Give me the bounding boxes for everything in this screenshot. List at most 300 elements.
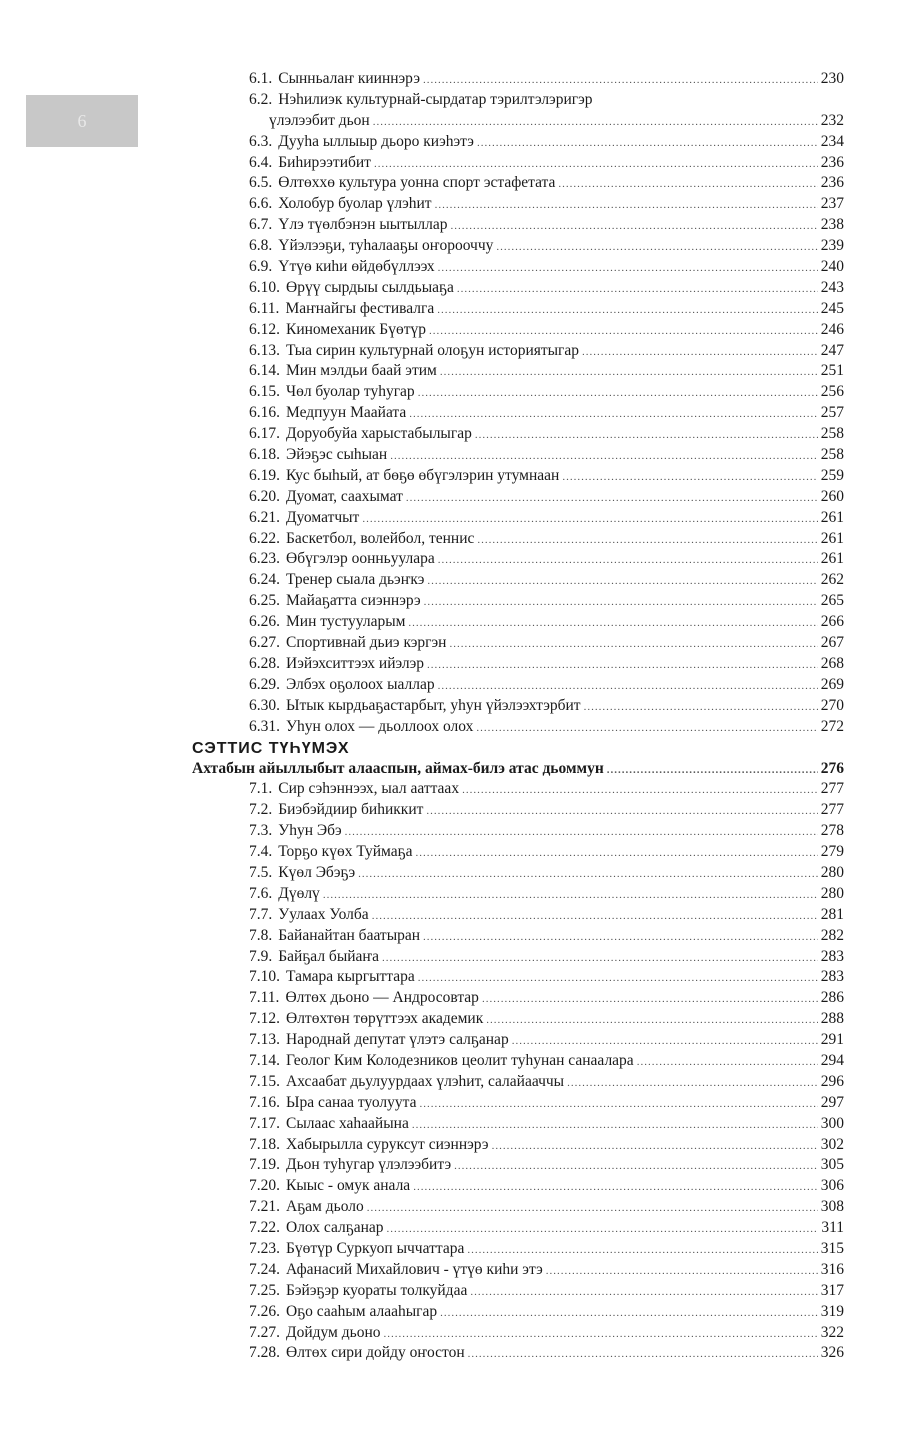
entry-title: Бүөтүр Суркуоп ыччаттара	[286, 1239, 465, 1257]
entry-title: Тыа сирин культурнай олоҕун историятыгар	[286, 341, 580, 359]
entry-page: 258	[820, 425, 844, 443]
entry-page: 297	[820, 1093, 844, 1111]
entry-page: 296	[820, 1072, 844, 1090]
entry-number: 6.27.	[249, 634, 280, 652]
entry-page: 261	[820, 508, 844, 526]
entry-page: 294	[820, 1051, 844, 1069]
entry-page: 266	[820, 613, 844, 631]
entry-number: 7.11.	[249, 989, 280, 1007]
entry-title: Маҥнайгы фестивалга	[285, 299, 435, 317]
entry-page: 230	[820, 70, 844, 87]
toc-entry	[192, 529, 844, 550]
entry-page: 258	[820, 446, 844, 464]
dot-leader	[476, 718, 817, 739]
toc-entry	[192, 382, 844, 403]
entry-title: Афанасий Михайлович - үтүө киһи этэ	[286, 1260, 543, 1278]
entry-title: Мин мэлдьи баай этим	[286, 362, 437, 380]
entry-title: Тамара кыргыттара	[286, 968, 415, 986]
entry-page: 238	[820, 216, 844, 234]
dot-leader	[582, 342, 818, 363]
toc-entry	[192, 1197, 844, 1218]
entry-number: 6.25.	[249, 592, 280, 610]
entry-page: 319	[820, 1302, 844, 1320]
toc-entry	[192, 1135, 844, 1156]
dot-leader	[467, 1240, 817, 1261]
dot-leader	[470, 1282, 817, 1303]
entry-page: 243	[820, 278, 844, 296]
entry-number: 6.28.	[249, 654, 280, 672]
entry-number: 6.12.	[249, 320, 280, 338]
entry-number: 7.4.	[249, 843, 273, 861]
dot-leader	[426, 801, 817, 822]
toc-entry	[192, 696, 844, 717]
entry-number: 7.18.	[249, 1135, 280, 1153]
entry-number: 7.2.	[249, 801, 273, 819]
dot-leader	[358, 864, 818, 885]
entry-title: Холобур буолар үлэһит	[278, 195, 432, 213]
entry-number: 7.27.	[249, 1323, 280, 1341]
toc-entry	[192, 654, 844, 675]
entry-number: 7.17.	[249, 1114, 280, 1132]
dot-leader	[438, 258, 818, 279]
entry-number: 7.15.	[249, 1072, 280, 1090]
entry-number: 7.8.	[249, 926, 273, 944]
toc-entry	[192, 1343, 844, 1364]
entry-title: үлэлээбит дьон	[269, 111, 370, 129]
entry-number: 7.21.	[249, 1198, 280, 1216]
entry-title: Сылаас хаһаайына	[286, 1114, 409, 1132]
entry-title: Дүөлү	[278, 884, 320, 902]
toc-entry	[192, 69, 844, 90]
entry-title: Доруобуйа харыстабылыгар	[286, 425, 472, 443]
entry-page: 305	[820, 1156, 844, 1174]
toc-entry	[192, 926, 844, 947]
entry-title: Ыра санаа туолуута	[286, 1093, 417, 1111]
entry-page: 288	[820, 1010, 844, 1028]
dot-leader	[418, 383, 818, 404]
toc-entry	[192, 424, 844, 445]
entry-number: 6.14.	[249, 362, 280, 380]
dot-leader	[440, 362, 818, 383]
entry-title: Сир сэһэннээх, ыал ааттаах	[278, 780, 460, 798]
toc-entry	[192, 1072, 844, 1093]
dot-leader	[345, 822, 818, 843]
entry-number: 7.24.	[249, 1260, 280, 1278]
entry-title: Уһун Эбэ	[278, 822, 342, 840]
toc-entry	[192, 445, 844, 466]
toc-entry	[192, 800, 844, 821]
entry-page: 277	[820, 801, 844, 819]
entry-title: Кыыс - омук анала	[286, 1177, 411, 1195]
entry-title: Сынньалаҥ кииннэрэ	[278, 70, 420, 87]
entry-number: 6.23.	[249, 550, 280, 568]
entry-title: Уһун олох — дьоллоох олох	[286, 717, 474, 735]
dot-leader	[427, 655, 818, 676]
entry-number: 6.8.	[249, 237, 273, 255]
entry-title: Үтүө киһи өйдөбүллээх	[278, 258, 435, 276]
toc-entry	[192, 1030, 844, 1051]
entry-title: Дуоматчыт	[286, 508, 360, 526]
entry-page: 236	[820, 153, 844, 171]
toc-entry	[192, 236, 844, 257]
dot-leader	[382, 948, 818, 969]
entry-number: 6.17.	[249, 425, 280, 443]
entry-title: Бэйэҕэр куораты толкуйдаа	[286, 1281, 468, 1299]
dot-leader	[412, 1115, 818, 1136]
toc-entry	[192, 947, 844, 968]
toc-entry	[192, 320, 844, 341]
dot-leader	[496, 237, 817, 258]
entry-title: Дьон туһугар үлэлээбитэ	[286, 1156, 452, 1174]
dot-leader	[451, 216, 818, 237]
toc-entry	[192, 1239, 844, 1260]
toc-entry	[192, 403, 844, 424]
entry-number: 6.1.	[249, 70, 273, 87]
entry-page: 262	[820, 571, 844, 589]
toc-entry	[192, 153, 844, 174]
entry-page: 267	[820, 634, 844, 652]
dot-leader	[438, 676, 818, 697]
dot-leader	[374, 154, 818, 175]
dot-leader	[437, 300, 818, 321]
dot-leader	[419, 1094, 817, 1115]
toc-entry	[192, 1323, 844, 1344]
page-tab	[26, 95, 138, 147]
entry-page: 316	[820, 1260, 844, 1278]
page-tab-label: 6	[77, 110, 87, 131]
toc-entry	[192, 173, 844, 194]
toc-entry	[192, 675, 844, 696]
dot-leader	[637, 1052, 818, 1073]
dot-leader	[546, 1261, 818, 1282]
entry-title: Кус быһый, ат бөҕө өбүгэлэрин утумнаан	[286, 466, 560, 484]
toc-entry	[192, 132, 844, 153]
entry-page: 326	[820, 1344, 844, 1362]
dot-leader	[438, 550, 818, 571]
dot-leader	[584, 697, 818, 718]
entry-page: 306	[820, 1177, 844, 1195]
entry-title: Баскетбол, волейбол, теннис	[286, 529, 475, 547]
entry-page: 236	[820, 174, 844, 192]
entry-number: 6.16.	[249, 404, 280, 422]
entry-title: Нэһилиэк культурнай-сырдатар тэрилтэлэригэр	[278, 90, 593, 108]
entry-number: 6.6.	[249, 195, 273, 213]
toc-entry	[192, 278, 844, 299]
dot-leader	[423, 927, 818, 948]
dot-leader	[435, 195, 818, 216]
entry-page: 259	[820, 466, 844, 484]
dot-leader	[406, 488, 818, 509]
dot-leader	[413, 1177, 818, 1198]
entry-title: Дуомат, саахымат	[286, 487, 403, 505]
dot-leader	[512, 1031, 818, 1052]
toc-entry	[192, 1302, 844, 1323]
toc-entry	[192, 215, 844, 236]
entry-number: 6.5.	[249, 174, 273, 192]
entry-title: Өлтөх дьоно — Андросовтар	[285, 989, 479, 1007]
entry-title: Ахсаабат дьулуурдаах үлэһит, салайааччы	[286, 1072, 565, 1090]
entry-number: 6.19.	[249, 466, 280, 484]
entry-number: 6.22.	[249, 529, 280, 547]
toc-entry	[192, 1218, 844, 1239]
dot-leader	[383, 1324, 817, 1345]
entry-number: 6.11.	[249, 299, 280, 317]
toc-entry	[192, 717, 844, 738]
dot-leader	[362, 509, 817, 530]
toc-entry	[192, 194, 844, 215]
toc-entry	[192, 549, 844, 570]
entry-page: 247	[820, 341, 844, 359]
entry-title: Үйэлээҕи, туһалааҕы оҥорооччу	[278, 237, 494, 255]
dot-leader	[486, 1010, 818, 1031]
entry-number: 7.5.	[249, 863, 273, 881]
entry-title: Үлэ түөлбэнэн ыытыллар	[278, 216, 448, 234]
toc-entry	[192, 884, 844, 905]
dot-leader	[475, 425, 818, 446]
subtitle-page: 276	[820, 759, 844, 777]
dot-leader	[429, 321, 818, 342]
entry-title: Геолог Ким Колодезников цеолит туһунан санаалара	[286, 1051, 634, 1069]
entry-title: Биэбэйдиир биһиккит	[278, 801, 424, 819]
entry-title: Эйэҕэс сыһыан	[286, 446, 388, 464]
entry-page: 268	[820, 654, 844, 672]
toc-entry	[192, 591, 844, 612]
entry-number: 7.19.	[249, 1156, 280, 1174]
dot-leader	[468, 1344, 818, 1365]
entry-page: 232	[820, 111, 844, 129]
entry-page: 256	[820, 383, 844, 401]
entry-number: 6.18.	[249, 446, 280, 464]
entry-title: Медпуун Маайата	[286, 404, 407, 422]
dot-leader	[477, 133, 818, 154]
toc-entry	[192, 863, 844, 884]
dot-leader	[562, 467, 817, 488]
entry-number: 6.9.	[249, 258, 273, 276]
entry-page: 282	[820, 926, 844, 944]
entry-title: Биһирээтибит	[278, 153, 371, 171]
toc-entry	[192, 1260, 844, 1281]
entry-page: 286	[820, 989, 844, 1007]
toc-entry	[192, 821, 844, 842]
entry-page: 265	[820, 592, 844, 610]
entry-page: 245	[820, 299, 844, 317]
entry-page: 315	[820, 1239, 844, 1257]
entry-number: 7.3.	[249, 822, 273, 840]
entry-title: Байанайтан баатыран	[278, 926, 421, 944]
entry-title: Уулаах Уолба	[278, 905, 369, 923]
entry-title: Элбэх оҕолоох ыаллар	[286, 675, 435, 693]
entry-title: Өлтөхтөн төрүттээх академик	[286, 1010, 484, 1028]
toc-entry	[192, 466, 844, 487]
entry-page: 237	[820, 195, 844, 213]
dot-leader	[387, 1219, 819, 1240]
entry-number: 7.23.	[249, 1239, 280, 1257]
dot-leader	[424, 592, 818, 613]
entry-number: 6.13.	[249, 341, 280, 359]
entry-page: 261	[820, 529, 844, 547]
entry-page: 251	[820, 362, 844, 380]
dot-leader	[440, 1303, 818, 1324]
section-6-list	[192, 132, 844, 738]
entry-number: 6.2.	[249, 90, 273, 108]
toc-entry	[192, 341, 844, 362]
toc-entry	[192, 633, 844, 654]
toc-entry	[192, 487, 844, 508]
entry-title: Өлтөх сири дойду оҥостон	[286, 1344, 465, 1362]
entry-page: 279	[820, 843, 844, 861]
dot-leader	[373, 112, 818, 133]
entry-page: 240	[820, 258, 844, 276]
entry-title: Иэйэхситтээх ийэлэр	[286, 654, 425, 672]
entry-number: 7.6.	[249, 884, 273, 902]
table-of-contents	[192, 69, 844, 1364]
entry-title: Өбүгэлэр оонньуулара	[286, 550, 435, 568]
entry-page: 270	[820, 696, 844, 714]
dot-leader	[423, 70, 818, 91]
entry-title: Мин тустууларым	[286, 613, 406, 631]
dot-leader	[457, 279, 818, 300]
entry-page: 283	[820, 947, 844, 965]
entry-number: 7.9.	[249, 947, 273, 965]
toc-entry	[192, 1051, 844, 1072]
entry-number: 7.1.	[249, 780, 273, 798]
toc-entry	[192, 570, 844, 591]
entry-number: 7.13.	[249, 1031, 280, 1049]
entry-page: 291	[820, 1031, 844, 1049]
entry-number: 6.20.	[249, 487, 280, 505]
section-7-list	[192, 779, 844, 1364]
entry-number: 6.26.	[249, 613, 280, 631]
entry-title: Олох салҕанар	[286, 1219, 384, 1237]
entry-page: 322	[820, 1323, 844, 1341]
toc-entry	[192, 1176, 844, 1197]
toc-entry	[192, 508, 844, 529]
toc-entry	[192, 361, 844, 382]
entry-title: Хабырылла суруксут сиэннэрэ	[286, 1135, 489, 1153]
dot-leader	[477, 530, 817, 551]
entry-page: 311	[821, 1219, 844, 1237]
entry-page: 261	[820, 550, 844, 568]
toc-entry	[192, 257, 844, 278]
dot-leader	[367, 1198, 818, 1219]
dot-leader	[607, 760, 818, 781]
entry-number: 7.28.	[249, 1344, 280, 1362]
section-subtitle	[192, 759, 844, 780]
entry-page: 308	[820, 1198, 844, 1216]
entry-number: 7.14.	[249, 1051, 280, 1069]
entry-title: Өлтөххө культура уонна спорт эстафетата	[278, 174, 556, 192]
entry-number: 6.29.	[249, 675, 280, 693]
subtitle-text: Ахтабын айыллыбыт алааспын, аймах-билэ атас дьоммун	[192, 759, 604, 777]
entry-page: 283	[820, 968, 844, 986]
entry-title: Киномеханик Бүөтүр	[286, 320, 426, 338]
entry-title: Аҕам дьоло	[286, 1198, 364, 1216]
entry-number: 7.10.	[249, 968, 280, 986]
entry-number: 6.3.	[249, 132, 273, 150]
entry-number: 6.31.	[249, 717, 280, 735]
entry-number: 7.7.	[249, 905, 273, 923]
entry-number: 6.7.	[249, 216, 273, 234]
entry-number: 6.4.	[249, 153, 273, 171]
toc-entry	[192, 842, 844, 863]
entry-number: 7.25.	[249, 1281, 280, 1299]
entry-title: Өрүү сырдыы сылдьыаҕа	[286, 278, 454, 296]
entry-title: Ытык кырдьаҕастарбыт, уһун үйэлээхтэрбит	[286, 696, 581, 714]
toc-entry	[192, 988, 844, 1009]
toc-entry-continuation	[192, 111, 844, 132]
entry-title: Майаҕатта сиэннэрэ	[286, 592, 421, 610]
toc-entry	[192, 1009, 844, 1030]
entry-number: 7.22.	[249, 1219, 280, 1237]
entry-page: 257	[820, 404, 844, 422]
entry-page: 234	[820, 132, 844, 150]
entry-number: 6.24.	[249, 571, 280, 589]
dot-leader	[408, 613, 817, 634]
dot-leader	[323, 885, 818, 906]
dot-leader	[462, 780, 818, 801]
entry-title: Спортивнай дьиэ кэргэн	[286, 634, 447, 652]
entry-page: 280	[820, 863, 844, 881]
dot-leader	[449, 634, 817, 655]
entry-title: Народнай депутат үлэтэ салҕанар	[286, 1031, 509, 1049]
toc-entry	[192, 1155, 844, 1176]
entry-page: 272	[820, 717, 844, 735]
toc-entry	[192, 1114, 844, 1135]
entry-title: Дойдум дьоно	[286, 1323, 381, 1341]
toc-entry	[192, 612, 844, 633]
toc-entry	[192, 1093, 844, 1114]
dot-leader	[427, 571, 817, 592]
dot-leader	[454, 1156, 818, 1177]
entry-number: 6.21.	[249, 508, 280, 526]
dot-leader	[558, 174, 817, 195]
entry-title: Торҕо күөх Туймаҕа	[278, 843, 413, 861]
entry-number: 7.26.	[249, 1302, 280, 1320]
dot-leader	[372, 906, 818, 927]
entry-page: 281	[820, 905, 844, 923]
entry-number: 6.30.	[249, 696, 280, 714]
dot-leader	[409, 404, 817, 425]
entry-title: Байҕал быйаҥа	[278, 947, 379, 965]
entry-page: 239	[820, 237, 844, 255]
dot-leader	[492, 1136, 818, 1157]
entry-page: 317	[820, 1281, 844, 1299]
toc-entry	[192, 90, 844, 111]
entry-page: 300	[820, 1114, 844, 1132]
entry-title: Дууһа ыллыыр дьоро киэһэтэ	[278, 132, 474, 150]
entry-page: 302	[820, 1135, 844, 1153]
toc-entry	[192, 299, 844, 320]
dot-leader	[482, 989, 818, 1010]
toc-entry	[192, 1281, 844, 1302]
entry-page: 277	[820, 780, 844, 798]
entry-title: Чөл буолар туһугар	[286, 383, 415, 401]
entry-number: 6.15.	[249, 383, 280, 401]
entry-title: Тренер сыала дьэҥкэ	[286, 571, 425, 589]
entry-page: 260	[820, 487, 844, 505]
entry-page: 246	[820, 320, 844, 338]
entry-number: 7.16.	[249, 1093, 280, 1111]
dot-leader	[390, 446, 818, 467]
entry-number: 7.12.	[249, 1010, 280, 1028]
entry-page: 269	[820, 675, 844, 693]
toc-entry	[192, 967, 844, 988]
entry-page: 280	[820, 884, 844, 902]
toc-entry	[192, 779, 844, 800]
section-heading: СЭТТИС ТҮҺҮМЭХ	[192, 739, 350, 757]
entry-number: 7.20.	[249, 1177, 280, 1195]
dot-leader	[416, 843, 818, 864]
